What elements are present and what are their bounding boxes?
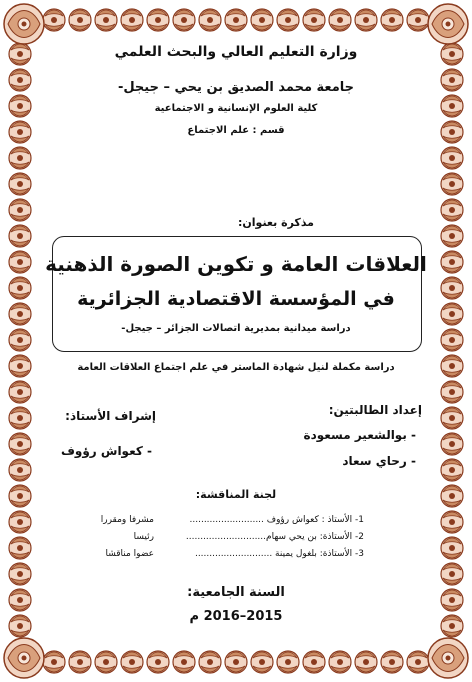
border-ornament bbox=[173, 9, 195, 31]
border-ornament bbox=[251, 651, 273, 673]
border-ornament bbox=[355, 651, 377, 673]
academic-year-label: السنة الجامعية: bbox=[187, 585, 285, 600]
border-ornament bbox=[95, 651, 117, 673]
thesis-title-line1: العلاقات العامة و تكوين الصورة الذهنية bbox=[45, 252, 427, 276]
degree-note: دراسة مكملة لنيل شهادة الماستر في علم اجتماع العلاقات العامة bbox=[77, 362, 395, 373]
border-ornament bbox=[441, 511, 463, 533]
border-ornament bbox=[441, 537, 463, 559]
border-ornament bbox=[9, 433, 31, 455]
border-ornament bbox=[441, 459, 463, 481]
border-ornament bbox=[329, 9, 351, 31]
border-ornament bbox=[441, 173, 463, 195]
border-ornament bbox=[407, 9, 429, 31]
border-ornament bbox=[407, 651, 429, 673]
border-ornament bbox=[9, 225, 31, 247]
border-ornament bbox=[121, 651, 143, 673]
border-ornament bbox=[9, 199, 31, 221]
supervisor-label: إشراف الأستاذ: bbox=[65, 409, 156, 423]
border-ornament bbox=[9, 407, 31, 429]
border-ornament bbox=[9, 381, 31, 403]
committee-role-1: مشرفا ومقررا bbox=[100, 515, 154, 525]
border-ornament bbox=[381, 651, 403, 673]
thesis-title-line2: في المؤسسة الاقتصادية الجزائرية bbox=[77, 288, 395, 310]
border-ornament bbox=[9, 563, 31, 585]
memo-label: مذكرة بعنوان: bbox=[237, 216, 314, 229]
ministry-name: وزارة التعليم العالي والبحث العلمي bbox=[114, 44, 358, 60]
department-name: قسم : علم الاجتماع bbox=[187, 125, 285, 136]
border-ornament bbox=[381, 9, 403, 31]
border-ornament bbox=[441, 407, 463, 429]
border-ornament bbox=[225, 9, 247, 31]
border-ornament bbox=[441, 563, 463, 585]
border-ornament bbox=[251, 9, 273, 31]
border-ornament bbox=[441, 147, 463, 169]
border-ornament bbox=[9, 459, 31, 481]
border-ornament bbox=[355, 9, 377, 31]
border-ornament bbox=[43, 9, 65, 31]
academic-year-value: 2015–2016 م bbox=[189, 609, 283, 624]
border-ornament bbox=[303, 651, 325, 673]
committee-member-3: 3- الأستاذة: بلغول يمينة ........................... bbox=[194, 549, 364, 559]
students-label: إعداد الطالبتين: bbox=[328, 403, 422, 417]
border-ornament bbox=[173, 651, 195, 673]
committee-member-1: 1- الأستاذ : كعواش رؤوف .......................... bbox=[189, 515, 364, 525]
border-ornament bbox=[95, 9, 117, 31]
student-name-1: - بوالشعير مسعودة bbox=[303, 428, 416, 442]
thesis-subtitle: دراسة ميدانية بمديرية اتصالات الجزائر – جيجل- bbox=[121, 323, 351, 334]
border-ornament bbox=[303, 9, 325, 31]
border-ornament bbox=[9, 147, 31, 169]
committee-member-2: 2- الأستاذة: بن يحي سهام............................ bbox=[185, 532, 364, 542]
border-ornament bbox=[121, 9, 143, 31]
border-ornament bbox=[147, 9, 169, 31]
committee-role-3: عضوا مناقشا bbox=[105, 549, 154, 559]
border-ornament bbox=[329, 651, 351, 673]
border-ornament bbox=[147, 651, 169, 673]
border-ornament bbox=[69, 9, 91, 31]
border-ornament bbox=[199, 9, 221, 31]
supervisor-name: - كعواش رؤوف bbox=[60, 444, 152, 458]
border-ornament bbox=[199, 651, 221, 673]
committee-role-2: رئيسا bbox=[133, 532, 154, 542]
border-ornament bbox=[69, 651, 91, 673]
border-ornament bbox=[9, 511, 31, 533]
border-ornament bbox=[225, 651, 247, 673]
border-ornament bbox=[277, 9, 299, 31]
border-ornament bbox=[277, 651, 299, 673]
border-ornament bbox=[43, 651, 65, 673]
border-ornament bbox=[441, 381, 463, 403]
university-name: جامعة محمد الصديق بن يحي – جيجل- bbox=[117, 80, 355, 95]
border-ornament bbox=[441, 433, 463, 455]
border-ornament bbox=[441, 199, 463, 221]
border-ornament bbox=[9, 537, 31, 559]
border-ornament bbox=[441, 225, 463, 247]
faculty-name: كلية العلوم الإنسانية و الاجتماعية bbox=[154, 103, 318, 114]
border-ornament bbox=[9, 173, 31, 195]
committee-label: لجنة المناقشة: bbox=[195, 488, 277, 501]
student-name-2: - رحاي سعاد bbox=[342, 454, 416, 468]
